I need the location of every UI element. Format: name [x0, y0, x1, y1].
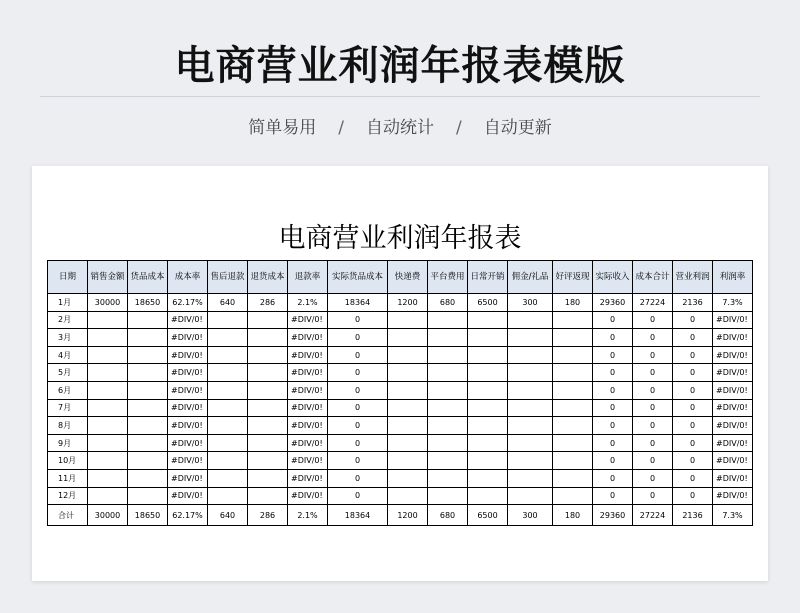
- table-cell[interactable]: [553, 452, 593, 470]
- table-cell[interactable]: [128, 364, 168, 382]
- title-divider: [40, 96, 760, 97]
- table-cell[interactable]: #DIV/0!: [168, 469, 208, 487]
- table-cell[interactable]: #DIV/0!: [288, 364, 328, 382]
- table-cell[interactable]: #DIV/0!: [168, 487, 208, 505]
- table-cell[interactable]: 0: [593, 487, 633, 505]
- table-cell[interactable]: [388, 469, 428, 487]
- table-cell[interactable]: 0: [593, 311, 633, 329]
- table-cell[interactable]: 0: [328, 452, 388, 470]
- column-header: 售后退款: [208, 261, 248, 294]
- table-cell[interactable]: [428, 452, 468, 470]
- table-cell[interactable]: [428, 311, 468, 329]
- table-cell[interactable]: [468, 417, 508, 435]
- table-row: [48, 452, 753, 470]
- table-cell[interactable]: [553, 434, 593, 452]
- table-cell[interactable]: [128, 329, 168, 347]
- column-header: 好评返现: [553, 261, 593, 294]
- row-label-cell[interactable]: 1月: [48, 294, 88, 312]
- table-cell[interactable]: [388, 329, 428, 347]
- table-cell[interactable]: 0: [633, 487, 673, 505]
- table-cell[interactable]: [128, 399, 168, 417]
- table-row: [48, 434, 753, 452]
- table-cell[interactable]: [208, 434, 248, 452]
- table-cell[interactable]: 30000: [88, 294, 128, 312]
- table-cell[interactable]: [208, 311, 248, 329]
- table-cell[interactable]: 0: [673, 469, 713, 487]
- table-cell[interactable]: #DIV/0!: [713, 487, 753, 505]
- table-cell[interactable]: 2.1%: [288, 294, 328, 312]
- table-cell[interactable]: 0: [593, 469, 633, 487]
- table-cell[interactable]: #DIV/0!: [713, 364, 753, 382]
- table-cell[interactable]: #DIV/0!: [713, 381, 753, 399]
- table-cell[interactable]: #DIV/0!: [168, 417, 208, 435]
- table-cell[interactable]: #DIV/0!: [288, 329, 328, 347]
- table-cell[interactable]: [468, 381, 508, 399]
- row-label-cell[interactable]: 2月: [48, 311, 88, 329]
- table-cell[interactable]: [248, 417, 288, 435]
- table-cell[interactable]: 0: [673, 399, 713, 417]
- table-cell[interactable]: 0: [633, 311, 673, 329]
- table-cell[interactable]: 27224: [633, 294, 673, 312]
- table-cell[interactable]: 0: [673, 329, 713, 347]
- table-cell[interactable]: 6500: [468, 505, 508, 526]
- table-cell[interactable]: 2136: [673, 505, 713, 526]
- table-cell[interactable]: #DIV/0!: [168, 381, 208, 399]
- table-cell[interactable]: 0: [593, 364, 633, 382]
- table-cell[interactable]: [553, 364, 593, 382]
- table-cell[interactable]: [248, 399, 288, 417]
- table-row: [48, 417, 753, 435]
- table-cell[interactable]: [388, 311, 428, 329]
- table-cell[interactable]: 0: [593, 399, 633, 417]
- table-cell[interactable]: 0: [633, 364, 673, 382]
- table-cell[interactable]: 1200: [388, 294, 428, 312]
- column-header: 日期: [48, 261, 88, 294]
- table-cell[interactable]: [88, 417, 128, 435]
- table-cell[interactable]: [248, 311, 288, 329]
- table-cell[interactable]: #DIV/0!: [288, 399, 328, 417]
- table-cell[interactable]: [553, 329, 593, 347]
- table-cell[interactable]: [428, 399, 468, 417]
- table-cell[interactable]: [508, 469, 553, 487]
- table-cell[interactable]: 0: [633, 417, 673, 435]
- table-cell[interactable]: 0: [633, 399, 673, 417]
- table-cell[interactable]: [553, 381, 593, 399]
- table-cell[interactable]: 0: [673, 311, 713, 329]
- table-cell[interactable]: 300: [508, 505, 553, 526]
- table-cell[interactable]: [388, 417, 428, 435]
- subtitle-separator: /: [338, 118, 344, 138]
- table-cell[interactable]: [248, 346, 288, 364]
- table-cell[interactable]: [128, 381, 168, 399]
- table-cell[interactable]: [508, 311, 553, 329]
- table-cell[interactable]: [388, 399, 428, 417]
- table-cell[interactable]: 0: [328, 399, 388, 417]
- table-cell[interactable]: [508, 329, 553, 347]
- table-cell[interactable]: #DIV/0!: [168, 311, 208, 329]
- row-label-cell[interactable]: 8月: [48, 417, 88, 435]
- table-cell[interactable]: [208, 346, 248, 364]
- table-cell[interactable]: #DIV/0!: [713, 452, 753, 470]
- table-cell[interactable]: [508, 452, 553, 470]
- column-header: 平台费用: [428, 261, 468, 294]
- table-cell[interactable]: [468, 452, 508, 470]
- table-cell[interactable]: 0: [673, 487, 713, 505]
- table-cell[interactable]: 6500: [468, 294, 508, 312]
- table-row: [48, 487, 753, 505]
- subtitle-item-update: 自动更新: [483, 118, 552, 138]
- table-cell[interactable]: #DIV/0!: [288, 487, 328, 505]
- table-cell[interactable]: 0: [328, 434, 388, 452]
- subtitle-item-easy: 简单易用: [248, 118, 317, 138]
- table-cell[interactable]: [388, 452, 428, 470]
- table-cell[interactable]: 62.17%: [168, 505, 208, 526]
- table-cell[interactable]: 62.17%: [168, 294, 208, 312]
- table-cell[interactable]: 7.3%: [713, 505, 753, 526]
- table-cell[interactable]: [88, 399, 128, 417]
- row-label-cell[interactable]: 合计: [48, 505, 88, 526]
- table-cell[interactable]: #DIV/0!: [288, 469, 328, 487]
- table-cell[interactable]: 286: [248, 505, 288, 526]
- table-cell[interactable]: [468, 329, 508, 347]
- table-cell[interactable]: #DIV/0!: [713, 434, 753, 452]
- table-cell[interactable]: 2136: [673, 294, 713, 312]
- table-cell[interactable]: [468, 364, 508, 382]
- table-row: [48, 311, 753, 329]
- table-cell[interactable]: [468, 399, 508, 417]
- table-cell[interactable]: #DIV/0!: [713, 417, 753, 435]
- table-row: [48, 346, 753, 364]
- table-cell[interactable]: 29360: [593, 294, 633, 312]
- table-row: [48, 399, 753, 417]
- table-cell[interactable]: 0: [673, 346, 713, 364]
- table-cell[interactable]: [248, 452, 288, 470]
- table-cell[interactable]: 2.1%: [288, 505, 328, 526]
- table-cell[interactable]: [88, 469, 128, 487]
- table-cell[interactable]: [248, 329, 288, 347]
- table-cell[interactable]: 0: [328, 346, 388, 364]
- table-cell[interactable]: 0: [633, 469, 673, 487]
- table-cell[interactable]: [428, 487, 468, 505]
- table-cell[interactable]: 0: [593, 346, 633, 364]
- table-cell[interactable]: [208, 487, 248, 505]
- table-cell[interactable]: [128, 434, 168, 452]
- table-cell[interactable]: [88, 487, 128, 505]
- table-cell[interactable]: [128, 452, 168, 470]
- table-cell[interactable]: 18364: [328, 294, 388, 312]
- table-cell[interactable]: 0: [633, 381, 673, 399]
- row-label-cell[interactable]: 7月: [48, 399, 88, 417]
- table-cell[interactable]: [248, 487, 288, 505]
- table-cell[interactable]: [428, 469, 468, 487]
- table-cell[interactable]: [248, 364, 288, 382]
- column-header: 成本合计: [633, 261, 673, 294]
- table-cell[interactable]: [88, 329, 128, 347]
- row-label-cell[interactable]: 6月: [48, 381, 88, 399]
- table-cell[interactable]: [553, 417, 593, 435]
- table-cell[interactable]: [508, 346, 553, 364]
- table-cell[interactable]: [208, 469, 248, 487]
- row-label-cell[interactable]: 10月: [48, 452, 88, 470]
- table-cell[interactable]: #DIV/0!: [168, 399, 208, 417]
- table-cell[interactable]: 18650: [128, 505, 168, 526]
- table-cell[interactable]: 0: [593, 452, 633, 470]
- row-label-cell[interactable]: 11月: [48, 469, 88, 487]
- table-cell[interactable]: [553, 311, 593, 329]
- table-cell[interactable]: #DIV/0!: [713, 399, 753, 417]
- table-cell[interactable]: 680: [428, 505, 468, 526]
- table-cell[interactable]: [388, 434, 428, 452]
- table-cell[interactable]: #DIV/0!: [288, 434, 328, 452]
- table-cell[interactable]: [508, 417, 553, 435]
- table-cell[interactable]: [388, 364, 428, 382]
- table-cell[interactable]: [508, 434, 553, 452]
- table-cell[interactable]: #DIV/0!: [713, 329, 753, 347]
- table-cell[interactable]: [208, 329, 248, 347]
- table-cell[interactable]: [508, 487, 553, 505]
- column-header: 营业利润: [673, 261, 713, 294]
- table-cell[interactable]: [508, 399, 553, 417]
- table-cell[interactable]: [248, 434, 288, 452]
- table-cell[interactable]: [553, 487, 593, 505]
- table-cell[interactable]: [468, 487, 508, 505]
- table-cell[interactable]: 0: [593, 434, 633, 452]
- table-cell[interactable]: 180: [553, 505, 593, 526]
- column-header: 退款率: [288, 261, 328, 294]
- table-cell[interactable]: [428, 329, 468, 347]
- table-cell[interactable]: [428, 346, 468, 364]
- table-cell[interactable]: #DIV/0!: [288, 452, 328, 470]
- table-cell[interactable]: #DIV/0!: [713, 469, 753, 487]
- table-cell[interactable]: [428, 381, 468, 399]
- table-cell[interactable]: [248, 469, 288, 487]
- table-cell[interactable]: [128, 469, 168, 487]
- table-cell[interactable]: #DIV/0!: [168, 452, 208, 470]
- table-cell[interactable]: 0: [673, 434, 713, 452]
- column-header: 佣金/礼品: [508, 261, 553, 294]
- column-header: 实际货品成本: [328, 261, 388, 294]
- table-cell[interactable]: 0: [328, 311, 388, 329]
- table-cell[interactable]: 640: [208, 294, 248, 312]
- table-cell[interactable]: 1200: [388, 505, 428, 526]
- column-header: 日常开销: [468, 261, 508, 294]
- table-cell[interactable]: #DIV/0!: [288, 417, 328, 435]
- table-cell[interactable]: [388, 381, 428, 399]
- table-cell[interactable]: [128, 346, 168, 364]
- table-cell[interactable]: [88, 364, 128, 382]
- table-cell[interactable]: #DIV/0!: [713, 311, 753, 329]
- table-cell[interactable]: 0: [633, 452, 673, 470]
- table-cell[interactable]: [508, 364, 553, 382]
- table-cell[interactable]: [88, 311, 128, 329]
- table-cell[interactable]: [508, 381, 553, 399]
- row-label-cell[interactable]: 4月: [48, 346, 88, 364]
- table-cell[interactable]: [428, 434, 468, 452]
- table-cell[interactable]: 286: [248, 294, 288, 312]
- table-cell[interactable]: 0: [328, 469, 388, 487]
- table-cell[interactable]: 18364: [328, 505, 388, 526]
- column-header: 成本率: [168, 261, 208, 294]
- table-cell[interactable]: #DIV/0!: [288, 346, 328, 364]
- table-cell[interactable]: 0: [328, 417, 388, 435]
- table-cell[interactable]: [208, 417, 248, 435]
- table-cell[interactable]: #DIV/0!: [288, 381, 328, 399]
- total-row: [48, 505, 753, 526]
- table-cell[interactable]: [208, 399, 248, 417]
- column-header: 利润率: [713, 261, 753, 294]
- column-header: 快递费: [388, 261, 428, 294]
- subtitle-item-stats: 自动统计: [366, 118, 434, 138]
- table-cell[interactable]: 0: [633, 329, 673, 347]
- row-label-cell[interactable]: 3月: [48, 329, 88, 347]
- report-table: [47, 260, 753, 526]
- table-cell[interactable]: 180: [553, 294, 593, 312]
- table-cell[interactable]: 0: [328, 487, 388, 505]
- table-cell[interactable]: [388, 346, 428, 364]
- table-cell[interactable]: 0: [633, 434, 673, 452]
- table-cell[interactable]: 30000: [88, 505, 128, 526]
- table-cell[interactable]: [468, 311, 508, 329]
- table-row: [48, 329, 753, 347]
- table-cell[interactable]: [428, 417, 468, 435]
- table-cell[interactable]: 27224: [633, 505, 673, 526]
- table-cell[interactable]: 0: [673, 452, 713, 470]
- table-cell[interactable]: [468, 434, 508, 452]
- table-cell[interactable]: [468, 346, 508, 364]
- table-cell[interactable]: 0: [673, 364, 713, 382]
- sheet-title: 电商营业利润年报表: [278, 223, 522, 254]
- row-label-cell[interactable]: 12月: [48, 487, 88, 505]
- table-cell[interactable]: 300: [508, 294, 553, 312]
- table-cell[interactable]: 0: [328, 364, 388, 382]
- table-cell[interactable]: 29360: [593, 505, 633, 526]
- table-cell[interactable]: [88, 381, 128, 399]
- header-row: [48, 261, 753, 294]
- table-cell[interactable]: #DIV/0!: [168, 364, 208, 382]
- table-cell[interactable]: 0: [593, 381, 633, 399]
- column-header: 销售金额: [88, 261, 128, 294]
- table-cell[interactable]: [553, 399, 593, 417]
- column-header: 实际收入: [593, 261, 633, 294]
- table-cell[interactable]: 0: [328, 381, 388, 399]
- table-cell[interactable]: [88, 346, 128, 364]
- subtitle: [0, 113, 800, 138]
- table-cell[interactable]: [88, 452, 128, 470]
- table-cell[interactable]: [128, 311, 168, 329]
- table-cell[interactable]: 680: [428, 294, 468, 312]
- table-row: [48, 381, 753, 399]
- table-cell[interactable]: [553, 346, 593, 364]
- table-cell[interactable]: #DIV/0!: [168, 346, 208, 364]
- table-cell[interactable]: 640: [208, 505, 248, 526]
- table-cell[interactable]: 0: [673, 417, 713, 435]
- table-cell[interactable]: 0: [593, 329, 633, 347]
- table-cell[interactable]: 18650: [128, 294, 168, 312]
- subtitle-separator: /: [456, 118, 462, 138]
- row-label-cell[interactable]: 9月: [48, 434, 88, 452]
- table-row: [48, 294, 753, 312]
- table-cell[interactable]: [208, 452, 248, 470]
- table-cell[interactable]: [428, 364, 468, 382]
- row-label-cell[interactable]: 5月: [48, 364, 88, 382]
- table-cell[interactable]: 0: [593, 417, 633, 435]
- table-cell[interactable]: [208, 364, 248, 382]
- column-header: 退货成本: [248, 261, 288, 294]
- table-cell[interactable]: [388, 487, 428, 505]
- table-cell[interactable]: 0: [633, 346, 673, 364]
- table-cell[interactable]: [553, 469, 593, 487]
- column-header: 货品成本: [128, 261, 168, 294]
- page-title: 电商营业利润年报表模版: [174, 43, 626, 89]
- table-cell[interactable]: 0: [673, 381, 713, 399]
- table-cell[interactable]: #DIV/0!: [168, 329, 208, 347]
- table-cell[interactable]: [208, 381, 248, 399]
- table-cell[interactable]: [468, 469, 508, 487]
- table-cell[interactable]: 0: [328, 329, 388, 347]
- table-cell[interactable]: [88, 434, 128, 452]
- spreadsheet-preview: [32, 166, 768, 581]
- table-cell[interactable]: [128, 417, 168, 435]
- table-cell[interactable]: #DIV/0!: [288, 311, 328, 329]
- table-cell[interactable]: #DIV/0!: [713, 346, 753, 364]
- table-cell[interactable]: 7.3%: [713, 294, 753, 312]
- table-row: [48, 364, 753, 382]
- table-row: [48, 469, 753, 487]
- table-cell[interactable]: [248, 381, 288, 399]
- table-cell[interactable]: [128, 487, 168, 505]
- table-cell[interactable]: #DIV/0!: [168, 434, 208, 452]
